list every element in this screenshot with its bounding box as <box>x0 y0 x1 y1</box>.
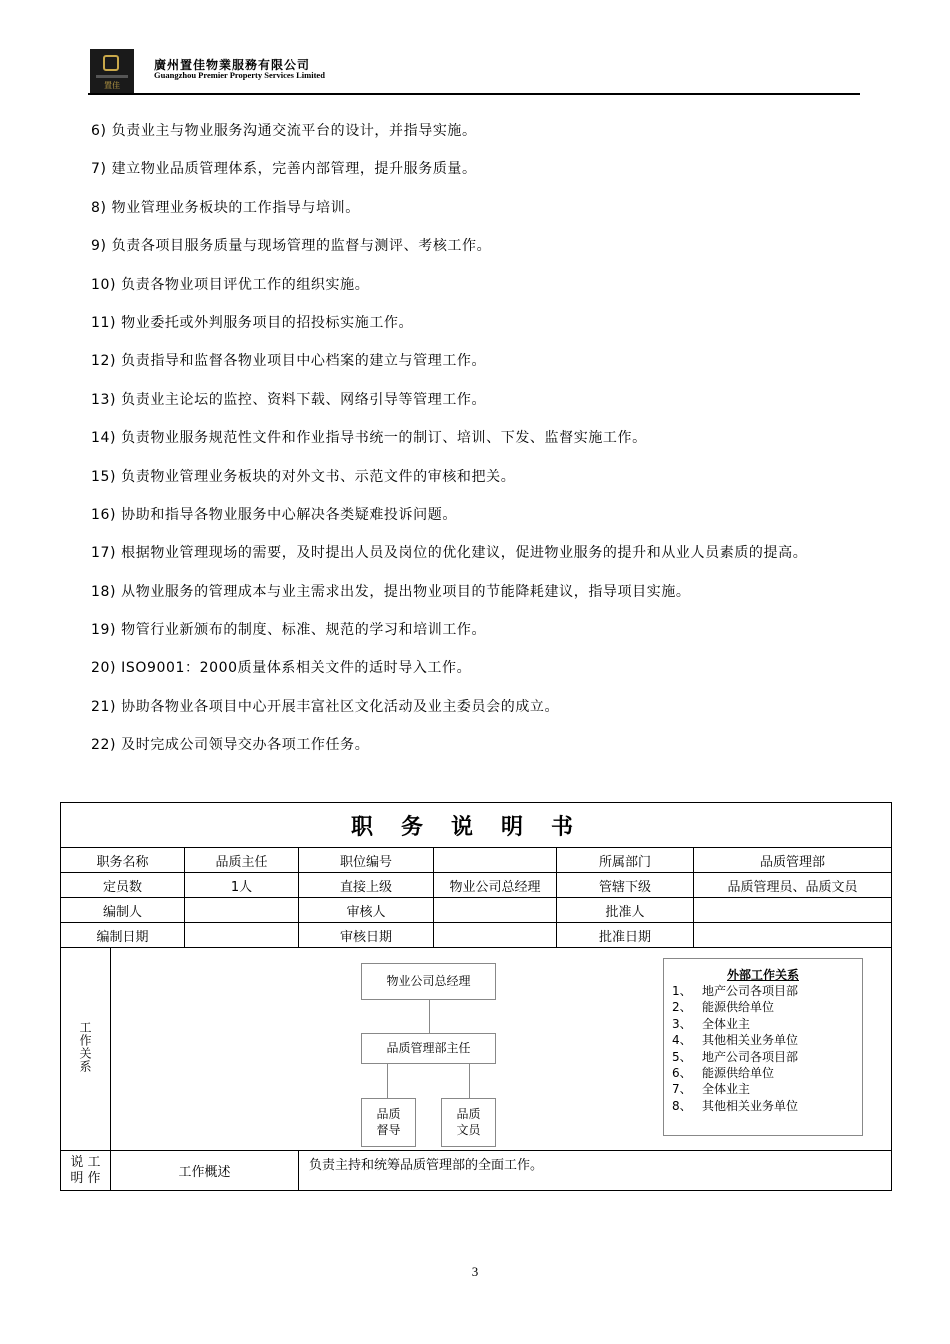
list-item: 4、 其他相关业务单位 <box>672 1033 799 1048</box>
description-label: 说 工 <box>70 1154 101 1170</box>
list-item: 14) 负责物业服务规范性文件和作业指导书统一的制订、培训、下发、监督实施工作。 <box>91 430 647 447</box>
overview-label: 工作概述 <box>111 1151 299 1191</box>
cell: 编制日期 <box>61 923 185 948</box>
list-item: 15) 负责物业管理业务板块的对外文书、示范文件的审核和把关。 <box>91 468 516 485</box>
cell: 所属部门 <box>557 848 694 873</box>
cell: 物业公司总经理 <box>434 873 557 898</box>
company-name-cn: 廣州置佳物業服務有限公司 <box>154 58 311 72</box>
list-item: 7、 全体业主 <box>672 1082 751 1097</box>
cell: 职务名称 <box>61 848 185 873</box>
cell <box>185 898 299 923</box>
list-item: 1、 地产公司各项目部 <box>672 984 799 998</box>
list-item: 21) 协助各物业各项目中心开展丰富社区文化活动及业主委员会的成立。 <box>91 698 560 715</box>
org-connector <box>469 1064 470 1098</box>
cell: 批准日期 <box>557 923 694 948</box>
org-node-label: 文员 <box>456 1123 481 1137</box>
org-node-label: 品质 <box>456 1107 481 1121</box>
cell: 职位编号 <box>299 848 434 873</box>
list-item: 11) 物业委托或外判服务项目的招投标实施工作。 <box>91 314 414 331</box>
cell <box>434 898 557 923</box>
duty-list <box>91 112 871 765</box>
list-item: 12) 负责指导和监督各物业项目中心档案的建立与管理工作。 <box>91 353 487 370</box>
cell: 审核日期 <box>299 923 434 948</box>
list-item: 18) 从物业服务的管理成本与业主需求出发，提出物业项目的节能降耗建议，指导项目实施。 <box>91 583 691 600</box>
cell <box>434 923 557 948</box>
cell <box>694 923 892 948</box>
table-row <box>61 923 892 948</box>
list-item: 8) 物业管理业务板块的工作指导与培训。 <box>91 199 360 216</box>
org-connector <box>429 1000 430 1033</box>
org-node-dept-head: 品质管理部主任 <box>361 1033 496 1064</box>
cell <box>434 848 557 873</box>
table-title: 职务说明书 <box>61 803 892 848</box>
list-item: 3、 全体业主 <box>672 1016 751 1031</box>
logo-mark-icon <box>103 55 119 71</box>
list-item: 19) 物管行业新颁布的制度、标准、规范的学习和培训工作。 <box>91 622 487 639</box>
list-item: 10) 负责各物业项目评优工作的组织实施。 <box>91 276 370 293</box>
external-relations-box <box>663 958 863 1136</box>
header-rule <box>88 93 860 95</box>
org-node-label: 品质 <box>376 1107 401 1121</box>
cell: 品质主任 <box>185 848 299 873</box>
cell: 批准人 <box>557 898 694 923</box>
logo-divider <box>96 75 128 78</box>
company-name-en: Guangzhou Premier Property Services Limited <box>154 70 325 80</box>
page-number: 3 <box>471 1264 479 1279</box>
cell: 直接上级 <box>299 873 434 898</box>
list-item: 5、 地产公司各项目部 <box>672 1049 799 1064</box>
table-row <box>61 898 892 923</box>
list-item: 9) 负责各项目服务质量与现场管理的监督与测评、考核工作。 <box>91 238 492 255</box>
cell <box>185 923 299 948</box>
cell: 审核人 <box>299 898 434 923</box>
cell <box>694 898 892 923</box>
org-connector <box>387 1064 388 1098</box>
work-relation-label: 工作关系 <box>78 1021 92 1073</box>
org-node-quality-clerk <box>441 1098 496 1147</box>
logo-text: 置佳 <box>104 81 120 90</box>
org-node-general-manager: 物业公司总经理 <box>361 963 496 1000</box>
list-item: 8、 其他相关业务单位 <box>672 1098 799 1113</box>
list-item: 6) 负责业主与物业服务沟通交流平台的设计，并指导实施。 <box>91 123 477 139</box>
job-description-table <box>60 802 892 1191</box>
list-item: 20) ISO9001：2000质量体系相关文件的适时导入工作。 <box>91 660 472 677</box>
external-relations-heading: 外部工作关系 <box>726 968 799 982</box>
page-header <box>88 46 860 94</box>
cell: 品质管理部 <box>694 848 892 873</box>
list-item: 22) 及时完成公司领导交办各项工作任务。 <box>91 737 370 754</box>
cell: 编制人 <box>61 898 185 923</box>
table-row <box>61 848 892 873</box>
cell: 1人 <box>185 873 299 898</box>
cell: 品质管理员、品质文员 <box>694 873 892 898</box>
list-item: 16) 协助和指导各物业服务中心解决各类疑难投诉问题。 <box>91 506 457 523</box>
description-label-cell <box>61 1151 111 1191</box>
org-node-label: 督导 <box>376 1123 401 1137</box>
list-item: 17) 根据物业管理现场的需要，及时提出人员及岗位的优化建议，促进物业服务的提升和从业人员素质的提高。 <box>91 545 808 562</box>
company-logo <box>90 49 134 93</box>
overview-text: 负责主持和统筹品质管理部的全面工作。 <box>299 1151 892 1191</box>
list-item: 7) 建立物业品质管理体系，完善内部管理，提升服务质量。 <box>91 161 477 178</box>
list-item: 6、 能源供给单位 <box>672 1066 775 1081</box>
org-chart <box>111 948 891 1150</box>
list-item: 2、 能源供给单位 <box>672 1000 775 1015</box>
list-item: 13) 负责业主论坛的监控、资料下载、网络引导等管理工作。 <box>91 391 487 408</box>
cell: 定员数 <box>61 873 185 898</box>
description-label: 明 作 <box>70 1170 101 1186</box>
work-relation-cell <box>111 948 892 1151</box>
cell: 管辖下级 <box>557 873 694 898</box>
table-row <box>61 873 892 898</box>
org-node-quality-supervisor <box>361 1098 416 1147</box>
work-relation-label-cell <box>61 948 111 1151</box>
